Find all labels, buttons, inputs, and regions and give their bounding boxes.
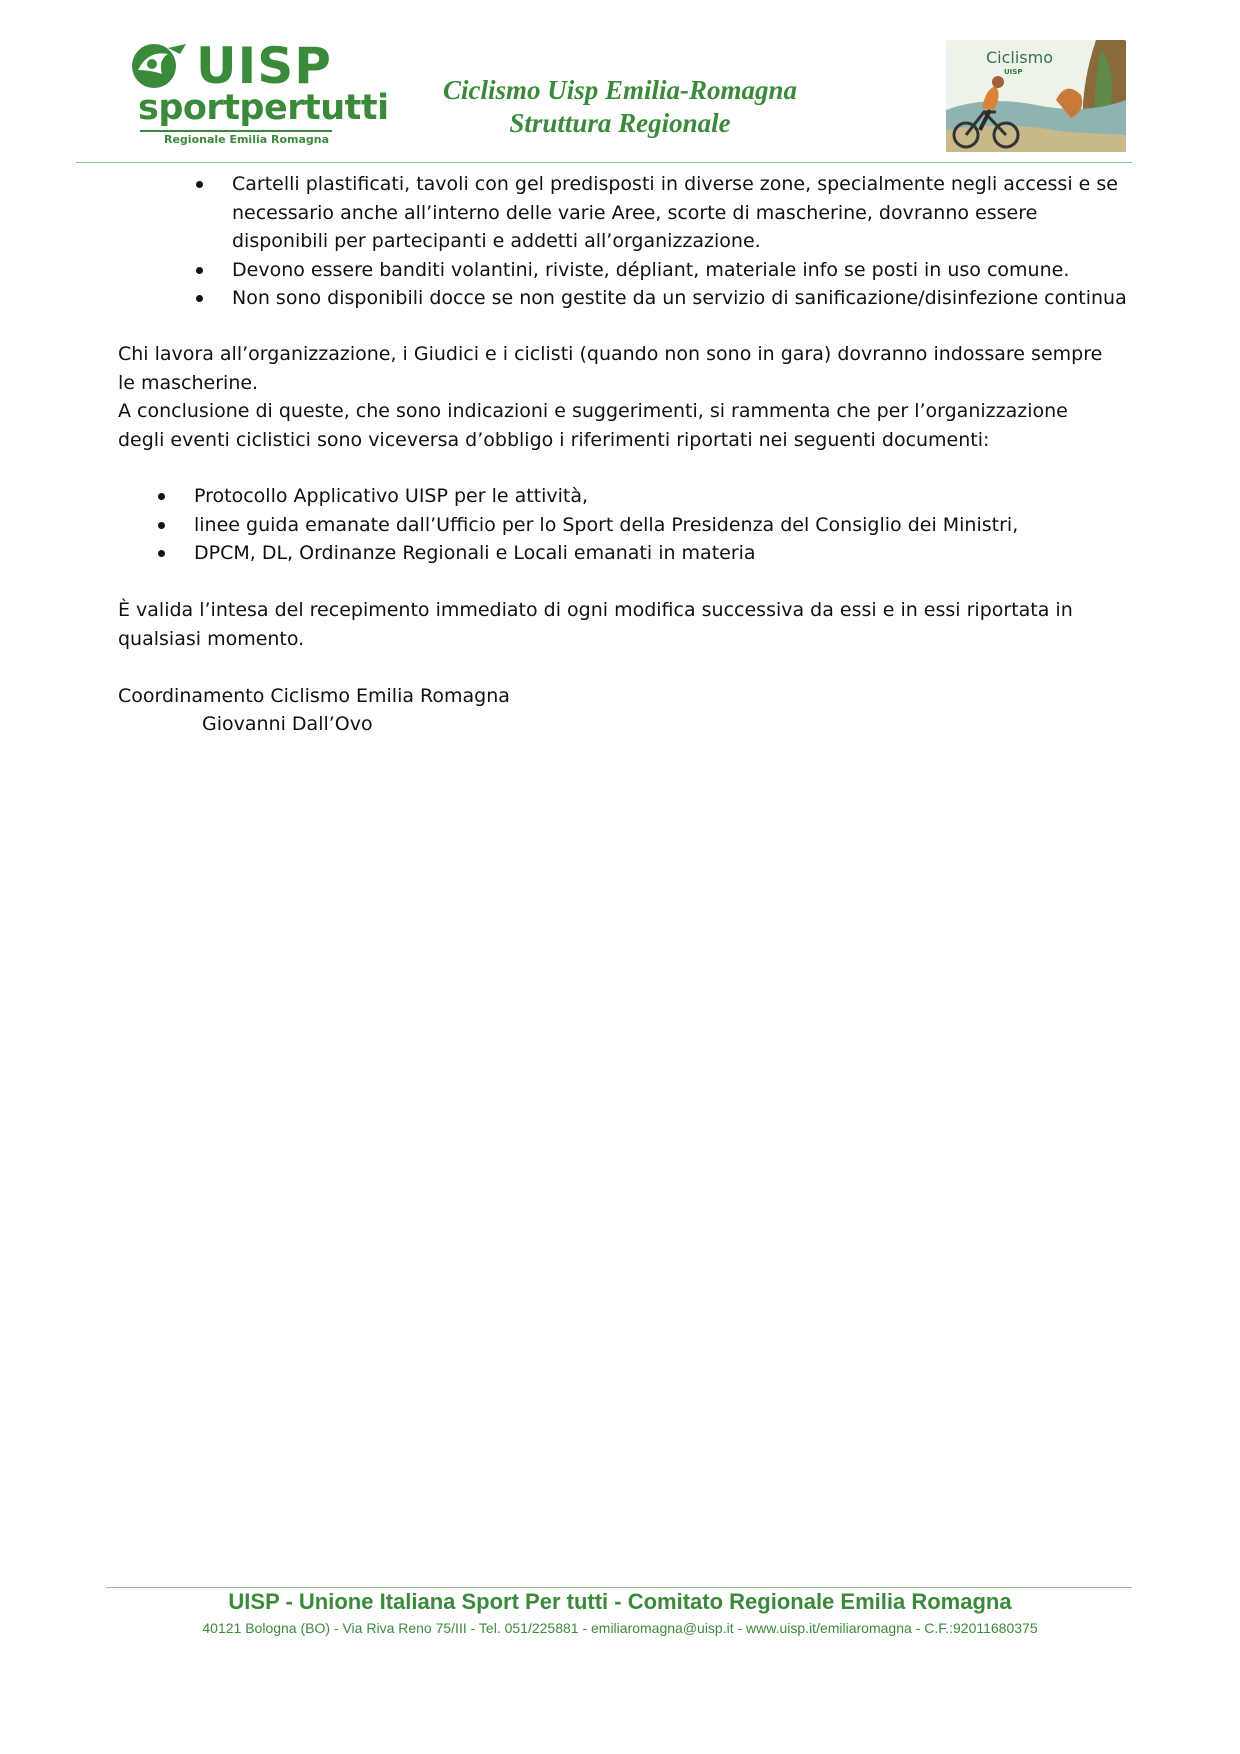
references-list — [158, 482, 1098, 568]
footer-divider — [106, 1587, 1132, 1588]
requirements-list — [196, 170, 1136, 313]
bullet-icon — [196, 295, 203, 302]
signature-name: Giovanni Dall’Ovo — [202, 713, 373, 735]
paragraph-masks: Chi lavora all’organizzazione, i Giudici e i ciclisti (quando non sono in gara) dovranno indossare sempre le mascherine. — [118, 343, 1103, 394]
bullet-icon — [158, 550, 165, 557]
header-divider — [76, 162, 1132, 163]
thumb-label: Ciclismo — [986, 48, 1054, 67]
brand-region: Regionale Emilia Romagna — [164, 133, 330, 146]
list-item: linee guida emanate dall’Ufficio per lo Sport della Presidenza del Consiglio dei Ministri, — [158, 511, 1098, 540]
document-title — [380, 74, 860, 140]
bullet-icon — [196, 267, 203, 274]
footer-title: UISP - Unione Italiana Sport Per tutti - Comitato Regionale Emilia Romagna — [228, 1589, 1012, 1614]
list-item: Protocollo Applicativo UISP per le attività, — [158, 482, 1098, 511]
paragraph-conclusion: A conclusione di queste, che sono indicazioni e suggerimenti, si rammenta che per l’organizzazione degli eventi ciclistici sono viceversa d’obbligo i riferimenti riportati nei seguenti documenti: — [118, 400, 1068, 451]
list-item: DPCM, DL, Ordinanze Regionali e Locali emanati in materia — [158, 539, 1098, 568]
title-line-1: Ciclismo Uisp Emilia-Romagna — [442, 75, 798, 105]
page-header — [0, 0, 1240, 170]
title-line-2: Struttura Regionale — [509, 108, 731, 138]
footer-address: 40121 Bologna (BO) - Via Riva Reno 75/III - Tel. 051/225881 - emiliaromagna@uisp.it - www.uisp.it/emiliaromagna - C.F.:92011680375 — [202, 1620, 1038, 1636]
signature-org: Coordinamento Ciclismo Emilia Romagna — [118, 685, 510, 707]
uisp-emblem-icon — [128, 40, 190, 90]
brand-tagline: sportpertutti — [138, 88, 389, 128]
list-item: Devono essere banditi volantini, riviste, dépliant, materiale info se posti in uso comune. — [196, 256, 1136, 285]
brand-name: UISP — [196, 37, 332, 95]
cycling-illustration — [946, 40, 1126, 152]
brand-divider — [140, 130, 332, 132]
thumb-mini-logo: UISP — [1004, 68, 1023, 76]
bullet-icon — [196, 181, 203, 188]
bullet-icon — [158, 522, 165, 529]
list-item: Cartelli plastificati, tavoli con gel predisposti in diverse zone, specialmente negli accessi e se necessario anche all’interno delle varie Aree, scorte di mascherine, dovranno essere disponibili per partecipanti e addetti all’organizzazione. — [196, 170, 1136, 256]
list-item: Non sono disponibili docce se non gestite da un servizio di sanificazione/disinfezione continua — [196, 284, 1136, 313]
bullet-icon — [158, 493, 165, 500]
paragraph-validity: È valida l’intesa del recepimento immediato di ogni modifica successiva da essi e in essi riportata in qualsiasi momento. — [118, 599, 1073, 650]
